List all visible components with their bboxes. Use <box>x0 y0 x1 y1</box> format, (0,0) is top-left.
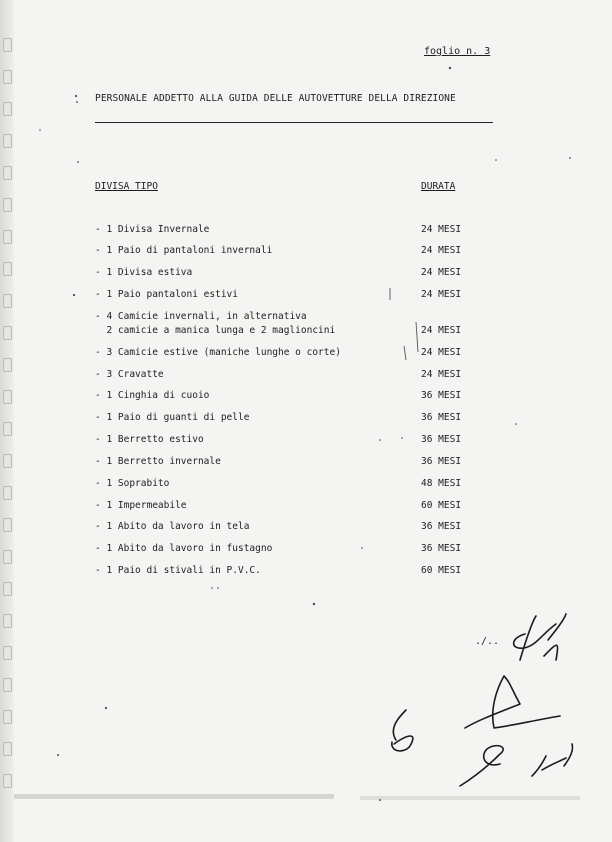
binding-holes <box>0 0 14 842</box>
item-duration: 24 MESI <box>421 347 462 358</box>
item-duration: 36 MESI <box>421 521 462 532</box>
item-duration: 24 MESI <box>421 325 462 336</box>
item-duration: 24 MESI <box>421 245 462 256</box>
item-description: - 1 Abito da lavoro in fustagno <box>95 543 273 554</box>
item-description: - 1 Paio di pantaloni invernali <box>95 245 273 256</box>
item-description: - 1 Soprabito <box>95 478 170 489</box>
item-description: - 1 Impermeabile <box>95 500 187 511</box>
item-description: - 1 Divisa estiva <box>95 267 193 278</box>
item-description: - 1 Cinghia di cuoio <box>95 390 210 401</box>
item-description: - 1 Divisa Invernale <box>95 224 210 235</box>
item-description: - 1 Berretto invernale <box>95 456 221 467</box>
item-description: - 1 Berretto estivo <box>95 434 204 445</box>
item-description: - 4 Camicie invernali, in alternativa 2 camicie a manica lunga e 2 maglioncini <box>95 311 336 336</box>
item-duration: 24 MESI <box>421 289 462 300</box>
item-duration: 24 MESI <box>421 267 462 278</box>
item-description: - 3 Camicie estive (maniche lunghe o corte) <box>95 347 341 358</box>
item-description: - 1 Abito da lavoro in tela <box>95 521 250 532</box>
title-divider <box>95 122 493 123</box>
item-description: - 1 Paio di stivali in P.V.C. <box>95 565 261 576</box>
item-description: - 1 Paio di guanti di pelle <box>95 412 250 423</box>
signature-mark: ./.. <box>475 636 500 647</box>
column-header-item: DIVISA TIPO <box>95 181 158 192</box>
item-duration: 36 MESI <box>421 390 462 401</box>
item-duration: 36 MESI <box>421 456 462 467</box>
item-duration: 60 MESI <box>421 565 462 576</box>
item-description: - 3 Cravatte <box>95 369 164 380</box>
item-duration: 24 MESI <box>421 369 462 380</box>
item-duration: 60 MESI <box>421 500 462 511</box>
column-header-duration: DURATA <box>421 181 456 192</box>
item-duration: 36 MESI <box>421 412 462 423</box>
item-description: - 1 Paio pantaloni estivi <box>95 289 238 300</box>
sheet-number: foglio n. 3 <box>424 46 491 57</box>
item-duration: 36 MESI <box>421 543 462 554</box>
item-duration: 24 MESI <box>421 224 462 235</box>
document-title: PERSONALE ADDETTO ALLA GUIDA DELLE AUTOVETTURE DELLA DIREZIONE <box>95 93 456 104</box>
item-duration: 36 MESI <box>421 434 462 445</box>
item-duration: 48 MESI <box>421 478 462 489</box>
handwritten-signatures <box>360 600 590 810</box>
